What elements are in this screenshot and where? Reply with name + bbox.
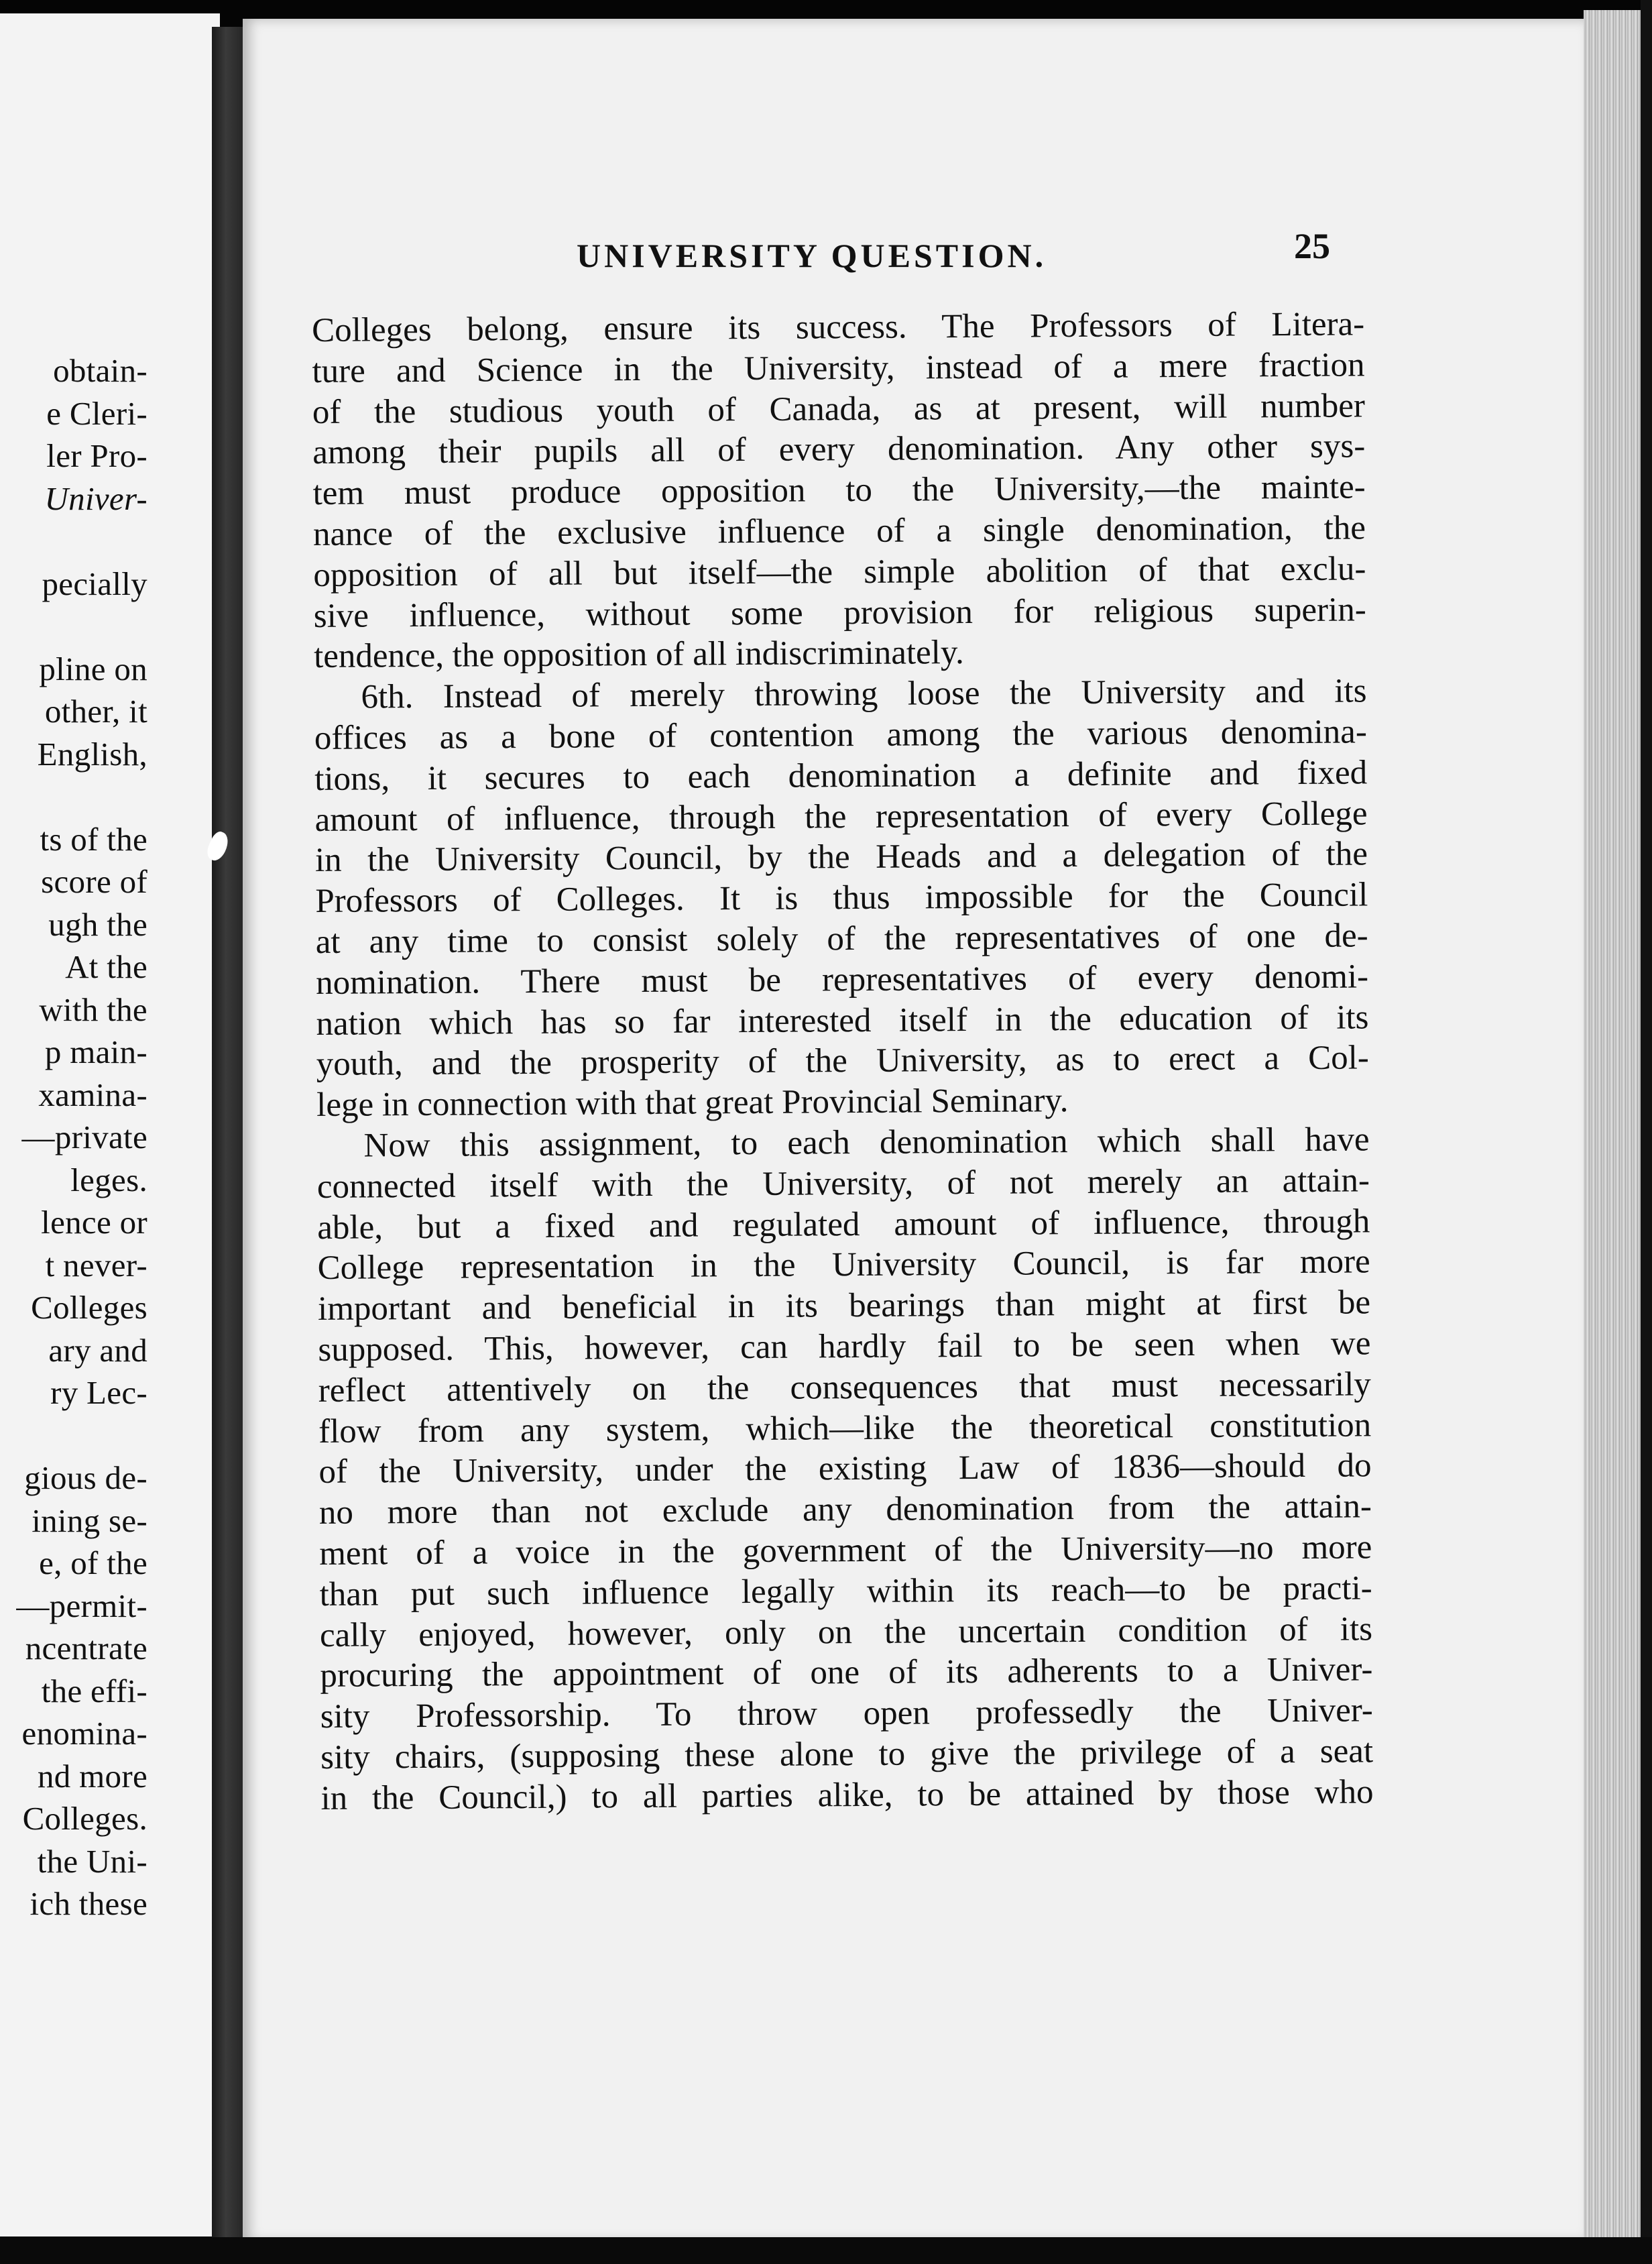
body-line: Colleges belong, ensure its success. The Professors of Litera- [311,305,1365,349]
body-line: lege in connection with that great Provincial Seminary. [316,1082,1069,1125]
body-line: College representation in the University Council, is far more [317,1243,1370,1288]
left-page-line: the effi- [41,1672,148,1709]
body-line: nance of the exclusive influence of a single denomination, the [312,509,1366,553]
left-page-line: ry Lec- [50,1374,148,1411]
left-page-line: Colleges. [22,1800,148,1837]
left-page-line: score of [41,863,148,900]
left-page-line: ler Pro- [46,437,148,474]
left-page-line: Colleges [31,1289,148,1326]
left-page-line: with the [39,990,148,1028]
body-line: ment of a voice in the government of the University—no more [319,1528,1372,1573]
body-line: ture and Science in the University, instead of a mere fraction [312,346,1365,390]
left-page-line: ich these [30,1885,148,1922]
scan-bottom-border [0,2237,1652,2264]
body-line: tions, it secures to each denomination a definite and fixed [314,754,1368,798]
left-page-line: pline on [39,650,148,687]
body-line: of the University, under the existing Law of 1836—should do [318,1447,1372,1491]
running-head: UNIVERSITY QUESTION. [577,237,1047,274]
left-page-line: ugh the [48,905,148,943]
body-line: supposed. This, however, can hardly fail to be seen when we [318,1324,1371,1369]
body-line: among their pupils all of every denomination. Any other sys- [312,427,1366,472]
body-line: than put such influence legally within its reach—to be practi- [319,1569,1372,1614]
left-page-line: t never- [45,1246,148,1284]
body-line: opposition of all but itself—the simple abolition of that exclu- [313,550,1366,594]
left-page-line: nd more [37,1757,148,1795]
left-page-line: At the [65,948,148,985]
left-page-line: e Cleri- [46,394,148,432]
left-page-line: the Uni- [37,1842,148,1880]
left-page-line: —private [21,1119,148,1155]
body-line: connected itself with the University, of not merely an attain- [316,1162,1370,1206]
body-line: flow from any system, which—like the theoretical constitution [318,1406,1372,1451]
body-line: cally enjoyed, however, only on the uncertain condition of its [319,1609,1373,1654]
scan-border [1641,0,1652,2264]
body-line: youth, and the prosperity of the University, as to erect a Col- [316,1039,1369,1084]
left-page-line: English, [37,735,148,773]
body-line: in the Council,) to all parties alike, to be attained by those who [320,1773,1374,1817]
left-page-line: gious de- [24,1459,148,1496]
left-page-line: pecially [42,565,148,602]
body-line: tendence, the opposition of all indiscriminately. [313,634,964,676]
left-page-line: ining se- [32,1502,148,1539]
body-line: Now this assignment, to each denomination which shall have [363,1121,1370,1165]
left-page-line: obtain- [53,352,148,389]
body-line: important and beneficial in its bearings than might at first be [317,1284,1371,1328]
left-page-line: other, it [44,693,148,730]
body-line: amount of influence, through the representation of every College [314,794,1368,839]
book-gutter [212,27,247,2240]
body-line: nomination. There must be representatives of every denomi- [315,958,1369,1002]
left-page-line: Univer- [44,479,148,517]
body-line: tem must produce opposition to the University,—the mainte- [312,468,1366,513]
body-line: Professors of Colleges. It is thus impossible for the Council [315,876,1368,921]
body-line: at any time to consist solely of the representatives of one de- [315,917,1368,961]
left-page-line: ts of the [40,820,148,858]
left-page-line: p main- [44,1033,148,1070]
body-line: in the University Council, by the Heads and a delegation of the [314,835,1368,880]
body-line: no more than not exclude any denomination from the attain- [318,1487,1372,1532]
left-page-line: enomina- [21,1715,148,1752]
page-number: 25 [1294,226,1330,266]
left-page-fragment [0,13,220,2237]
body-line: nation which has so far interested itself in the education of its [316,998,1369,1043]
left-page-line: ary and [48,1331,148,1369]
body-line: sity Professorship. To throw open professedly the Univer- [320,1691,1373,1736]
body-line: able, but a fixed and regulated amount of influence, through [317,1202,1370,1247]
left-page-line: xamina- [38,1076,148,1113]
left-page-line: lence or [41,1204,148,1241]
body-line: sive influence, without some provision for religious superin- [313,590,1366,635]
page-stack-edge [1584,10,1641,2243]
body-line: offices as a bone of contention among the various denomina- [314,713,1368,757]
left-page-line: ncentrate [25,1630,148,1666]
body-line: procuring the appointment of one of its adherents to a Univer- [320,1650,1373,1695]
body-line: sity chairs, (supposing these alone to give the privilege of a seat [320,1732,1374,1776]
body-line: reflect attentively on the consequences that must necessarily [318,1365,1371,1410]
body-line: 6th. Instead of merely throwing loose the University and its [361,672,1367,716]
left-page-line: leges. [70,1161,148,1198]
body-line: of the studious youth of Canada, as at present, will number [312,387,1366,431]
left-page-line: —permit- [16,1587,148,1624]
left-page-line: e, of the [39,1544,148,1581]
